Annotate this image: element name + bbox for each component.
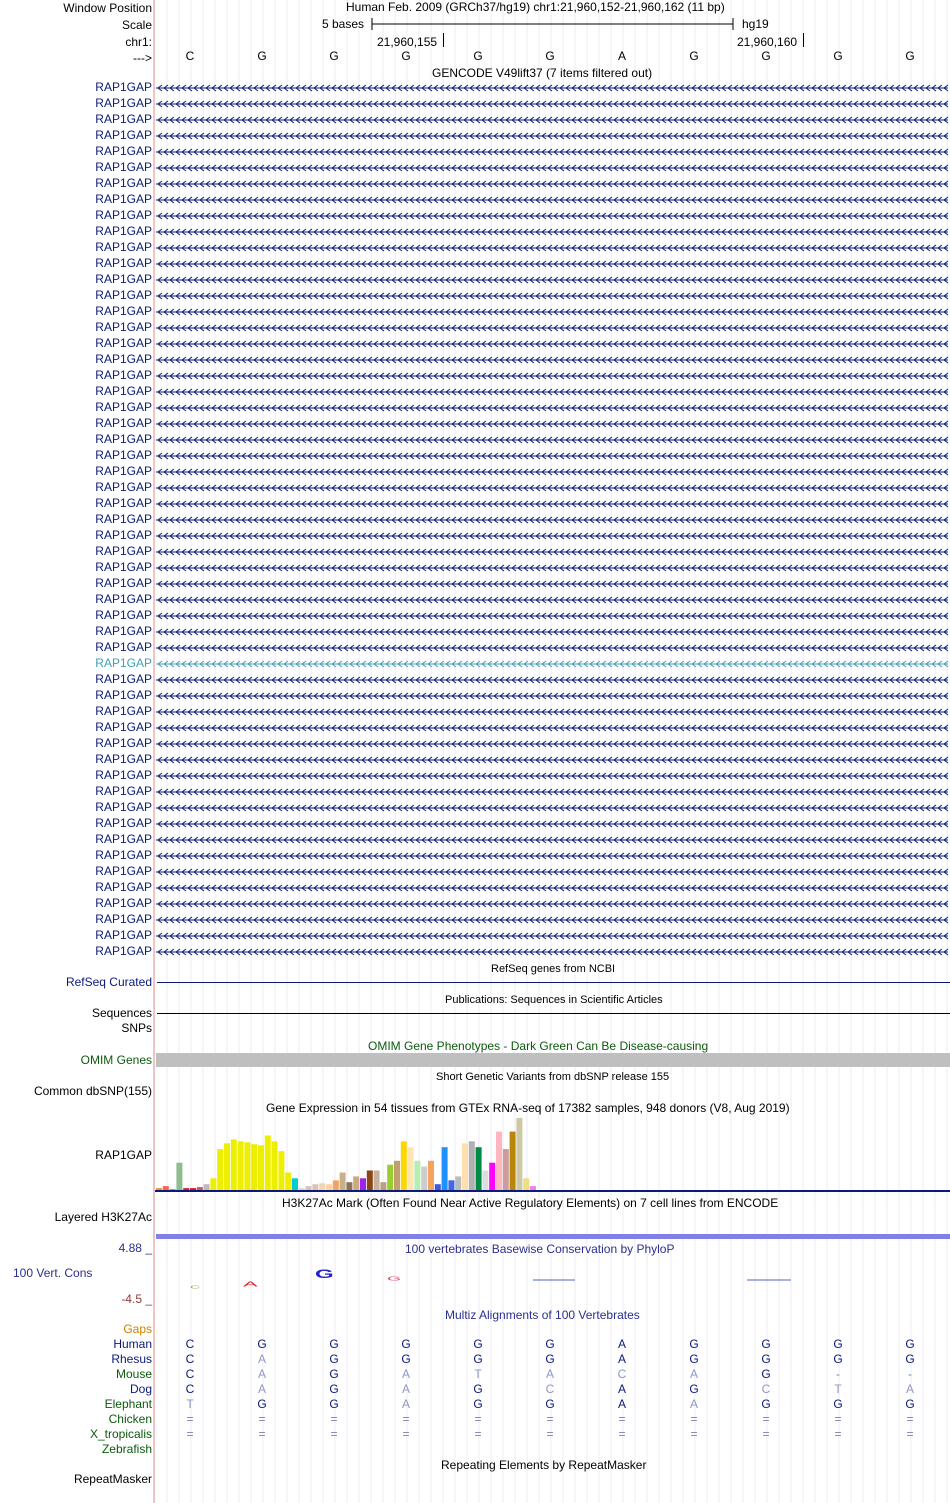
- gencode-row-label[interactable]: RAP1GAP: [95, 320, 152, 334]
- sequence-base: G: [329, 49, 339, 63]
- gencode-row-label[interactable]: RAP1GAP: [95, 848, 152, 862]
- gencode-row-label[interactable]: RAP1GAP: [95, 448, 152, 462]
- chr-label: chr1:: [125, 35, 152, 49]
- gencode-row-label[interactable]: RAP1GAP: [95, 880, 152, 894]
- gencode-row-label[interactable]: RAP1GAP: [95, 832, 152, 846]
- gencode-row-label[interactable]: RAP1GAP: [95, 688, 152, 702]
- gencode-row-label[interactable]: RAP1GAP: [95, 768, 152, 782]
- gencode-row-label[interactable]: RAP1GAP: [95, 192, 152, 206]
- gencode-row-label[interactable]: RAP1GAP: [95, 240, 152, 254]
- gencode-row-label[interactable]: RAP1GAP: [95, 896, 152, 910]
- strand-label: --->: [133, 51, 152, 65]
- gencode-row-label[interactable]: RAP1GAP: [95, 592, 152, 606]
- sequence-base: G: [689, 49, 699, 63]
- gencode-row-label[interactable]: RAP1GAP: [95, 496, 152, 510]
- assembly-title[interactable]: Human Feb. 2009 (GRCh37/hg19) chr1:21,960,152-21,960,162 (11 bp): [346, 0, 725, 14]
- gencode-row-label[interactable]: RAP1GAP: [95, 272, 152, 286]
- gencode-transcripts[interactable]: [155, 80, 950, 960]
- gencode-row-label[interactable]: RAP1GAP: [95, 704, 152, 718]
- window-position-label: Window Position: [63, 1, 152, 15]
- gencode-row-label[interactable]: RAP1GAP: [95, 256, 152, 270]
- gencode-row-label[interactable]: RAP1GAP: [95, 576, 152, 590]
- gencode-row-label[interactable]: RAP1GAP: [95, 656, 152, 670]
- gencode-row-label[interactable]: RAP1GAP: [95, 128, 152, 142]
- sequence-base: G: [545, 49, 555, 63]
- gencode-row-label[interactable]: RAP1GAP: [95, 624, 152, 638]
- position-left-tick: [443, 33, 444, 47]
- sequence-base: G: [833, 49, 843, 63]
- gencode-row-label[interactable]: RAP1GAP: [95, 512, 152, 526]
- gencode-row-label[interactable]: RAP1GAP: [95, 336, 152, 350]
- gencode-row-label[interactable]: RAP1GAP: [95, 144, 152, 158]
- gencode-row-label[interactable]: RAP1GAP: [95, 544, 152, 558]
- position-right-tick: [803, 33, 804, 47]
- gencode-row-label[interactable]: RAP1GAP: [95, 608, 152, 622]
- gencode-row-label[interactable]: RAP1GAP: [95, 864, 152, 878]
- sequence-base: A: [617, 49, 626, 63]
- gencode-row-label[interactable]: RAP1GAP: [95, 224, 152, 238]
- gencode-row-label[interactable]: RAP1GAP: [95, 160, 152, 174]
- sequence-base: G: [905, 49, 915, 63]
- gencode-row-label[interactable]: RAP1GAP: [95, 784, 152, 798]
- gencode-row-label[interactable]: RAP1GAP: [95, 816, 152, 830]
- scale-bar: [370, 16, 736, 32]
- gencode-title[interactable]: GENCODE V49lift37 (7 items filtered out): [432, 66, 653, 80]
- sequence-base: C: [185, 49, 195, 63]
- gencode-row-label[interactable]: RAP1GAP: [95, 480, 152, 494]
- sequence-base: G: [257, 49, 267, 63]
- position-right: 21,960,160: [737, 35, 798, 49]
- gencode-row-label[interactable]: RAP1GAP: [95, 304, 152, 318]
- scale-assembly: hg19: [742, 17, 769, 31]
- gencode-row-label[interactable]: RAP1GAP: [95, 560, 152, 574]
- gencode-row-label[interactable]: RAP1GAP: [95, 288, 152, 302]
- scale-text: 5 bases: [322, 17, 365, 31]
- gencode-row-label[interactable]: RAP1GAP: [95, 736, 152, 750]
- gencode-row-label[interactable]: RAP1GAP: [95, 368, 152, 382]
- gencode-row-label[interactable]: RAP1GAP: [95, 800, 152, 814]
- gencode-row-label[interactable]: RAP1GAP: [95, 640, 152, 654]
- gencode-row-label[interactable]: RAP1GAP: [95, 96, 152, 110]
- gencode-row-label[interactable]: RAP1GAP: [95, 112, 152, 126]
- gencode-row-label[interactable]: RAP1GAP: [95, 400, 152, 414]
- sequence-base: G: [761, 49, 771, 63]
- gencode-row-label[interactable]: RAP1GAP: [95, 352, 152, 366]
- gencode-row-label[interactable]: RAP1GAP: [95, 432, 152, 446]
- gencode-row-label[interactable]: RAP1GAP: [95, 416, 152, 430]
- gencode-row-label[interactable]: RAP1GAP: [95, 672, 152, 686]
- sequence-base: G: [473, 49, 483, 63]
- gencode-row-label[interactable]: RAP1GAP: [95, 528, 152, 542]
- gencode-row-label[interactable]: RAP1GAP: [95, 80, 152, 94]
- gencode-row-label[interactable]: RAP1GAP: [95, 176, 152, 190]
- gencode-row-label[interactable]: RAP1GAP: [95, 208, 152, 222]
- scale-label: Scale: [121, 18, 152, 32]
- gencode-row-label[interactable]: RAP1GAP: [95, 720, 152, 734]
- position-left: 21,960,155: [377, 35, 438, 49]
- gencode-row-label[interactable]: RAP1GAP: [95, 944, 152, 958]
- gencode-row-label[interactable]: RAP1GAP: [95, 384, 152, 398]
- gencode-row-label[interactable]: RAP1GAP: [95, 752, 152, 766]
- gencode-row-label[interactable]: RAP1GAP: [95, 928, 152, 942]
- gencode-row-label[interactable]: RAP1GAP: [95, 912, 152, 926]
- sequence-base: G: [401, 49, 411, 63]
- gencode-row-label[interactable]: RAP1GAP: [95, 464, 152, 478]
